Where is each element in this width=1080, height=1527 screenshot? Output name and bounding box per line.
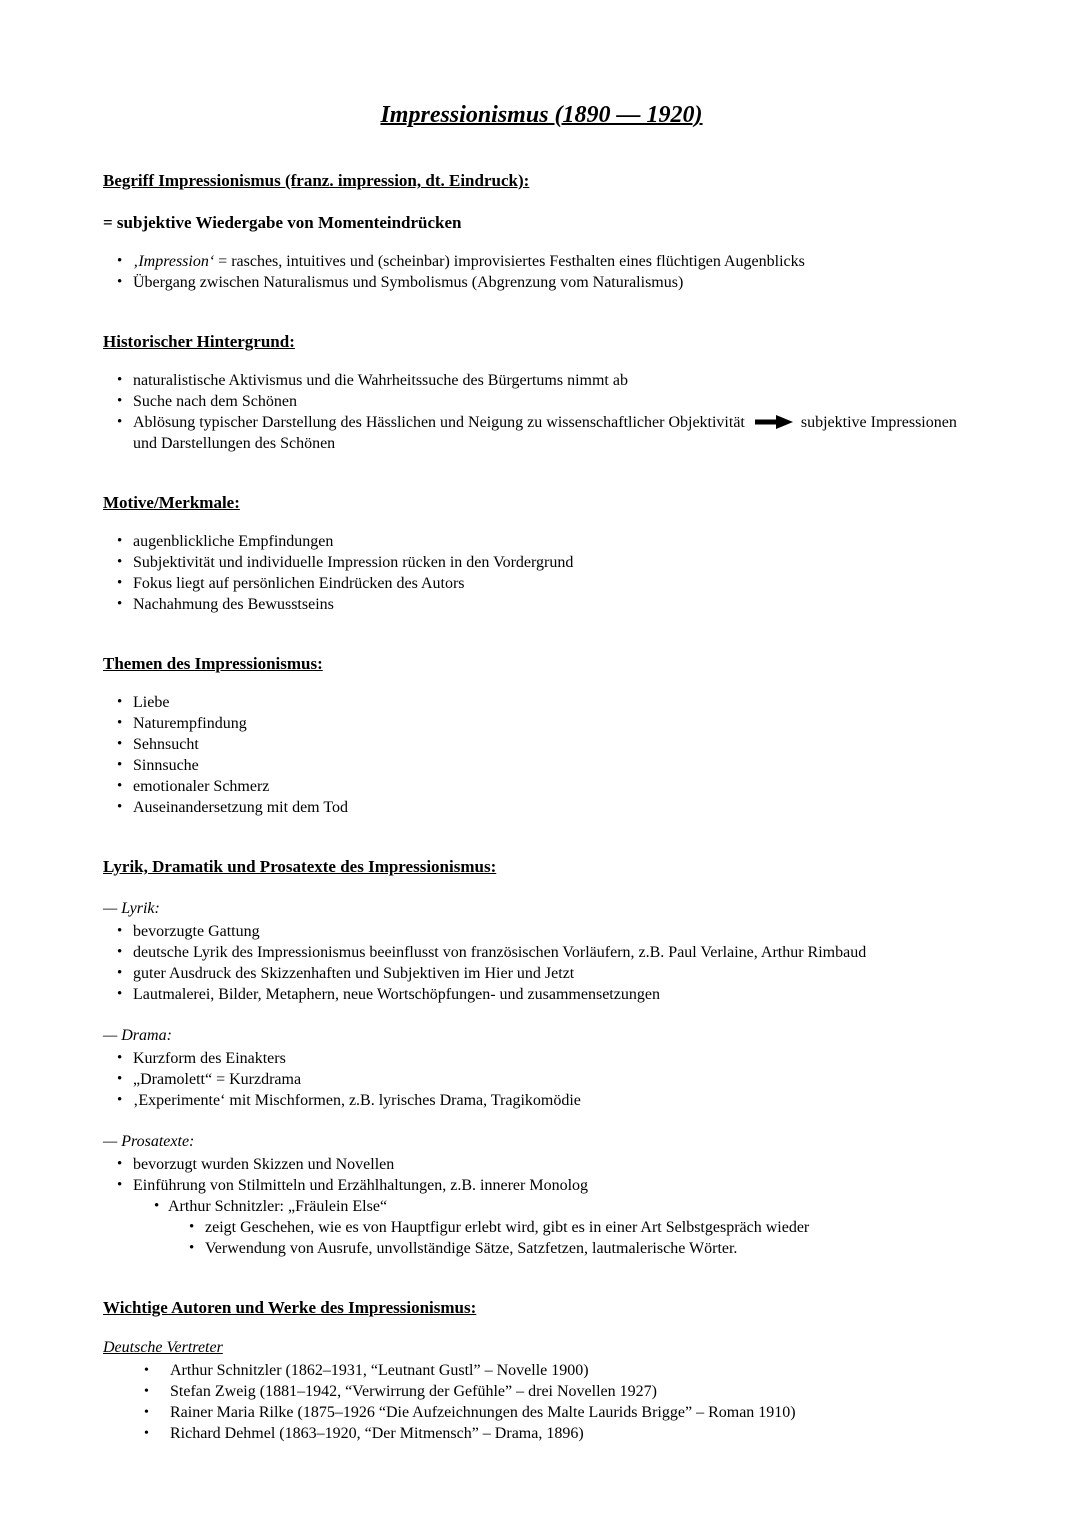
- autoren-bullet-list: [103, 1360, 980, 1444]
- begriff-heading: Begriff Impressionismus (franz. impression, dt. Eindruck):: [103, 171, 530, 190]
- section-historischer-hintergrund: [103, 331, 980, 454]
- motive-heading: Motive/Merkmale:: [103, 493, 240, 512]
- autoren-heading: Wichtige Autoren und Werke des Impressionismus:: [103, 1298, 477, 1317]
- bullet-item: • Fokus liegt auf persönlichen Eindrücken des Autors: [133, 573, 980, 594]
- bullet-item: • Nachahmung des Bewusstseins: [133, 594, 980, 615]
- prosatexte-bullet-list: [103, 1154, 980, 1259]
- lyrik-label: — Lyrik:: [103, 900, 160, 917]
- bullet-item: • augenblickliche Empfindungen: [133, 531, 980, 552]
- themen-bullet-list: [103, 692, 980, 818]
- deutsche-vertreter-subheading: Deutsche Vertreter: [103, 1339, 223, 1356]
- bullet-item: • zeigt Geschehen, wie es von Hauptfigur erlebt wird, gibt es in einer Art Selbstgespräch wieder: [205, 1217, 980, 1238]
- bullet-item: • Rainer Maria Rilke (1875–1926 “Die Aufzeichnungen des Malte Laurids Brigge” – Roman 1910): [170, 1402, 980, 1423]
- section-themen: [103, 653, 980, 818]
- bullet-item: • guter Ausdruck des Skizzenhaften und Subjektiven im Hier und Jetzt: [133, 963, 980, 984]
- right-arrow-icon: [755, 415, 793, 429]
- bullet-text: = rasches, intuitives und (scheinbar) improvisiertes Festhalten eines flüchtigen Augenblicks: [214, 253, 805, 270]
- bullet-item: • Stefan Zweig (1881–1942, “Verwirrung der Gefühle” – drei Novellen 1927): [170, 1381, 980, 1402]
- bullet-item: • naturalistische Aktivismus und die Wahrheitssuche des Bürgertums nimmt ab: [133, 370, 980, 391]
- bullet-item: • Sinnsuche: [133, 755, 980, 776]
- bullet-item: • bevorzugt wurden Skizzen und Novellen: [133, 1154, 980, 1175]
- bullet-item: [168, 1196, 980, 1259]
- bullet-text: subjektive Impressionen und Darstellungen des Schönen: [133, 414, 957, 452]
- begriff-definition: = subjektive Wiedergabe von Momenteindrücken: [103, 213, 462, 232]
- section-gattungen: [103, 856, 980, 1259]
- bullet-item: [133, 1175, 980, 1259]
- bullet-item: • Naturempfindung: [133, 713, 980, 734]
- bullet-item: • Verwendung von Ausrufe, unvollständige Sätze, Satzfetzen, lautmalerische Wörter.: [205, 1238, 980, 1259]
- begriff-bullet-list: [103, 251, 980, 293]
- bullet-text: Arthur Schnitzler: „Fräulein Else“: [168, 1198, 388, 1215]
- section-motive-merkmale: [103, 492, 980, 615]
- bullet-item: • Suche nach dem Schönen: [133, 391, 980, 412]
- bullet-item: • ‚Experimente‘ mit Mischformen, z.B. lyrisches Drama, Tragikomödie: [133, 1090, 980, 1111]
- drama-bullet-list: [103, 1048, 980, 1111]
- bullet-item: • Lautmalerei, Bilder, Metaphern, neue Wortschöpfungen- und zusammensetzungen: [133, 984, 980, 1005]
- bullet-item: • bevorzugte Gattung: [133, 921, 980, 942]
- bullet-text: Ablösung typischer Darstellung des Hässlichen und Neigung zu wissenschaftlicher Objektivität: [133, 414, 745, 431]
- prosatexte-sub-sub-list: [168, 1217, 980, 1259]
- gattungen-heading: Lyrik, Dramatik und Prosatexte des Impressionismus:: [103, 857, 497, 876]
- bullet-item: • Richard Dehmel (1863–1920, “Der Mitmensch” – Drama, 1896): [170, 1423, 980, 1444]
- motive-bullet-list: [103, 531, 980, 615]
- bullet-item: • Sehnsucht: [133, 734, 980, 755]
- bullet-item: • „Dramolett“ = Kurzdrama: [133, 1069, 980, 1090]
- themen-heading: Themen des Impressionismus:: [103, 654, 323, 673]
- bullet-text: Einführung von Stilmitteln und Erzählhaltungen, z.B. innerer Monolog: [133, 1177, 589, 1194]
- bullet-item: • Übergang zwischen Naturalismus und Symbolismus (Abgrenzung vom Naturalismus): [133, 272, 980, 293]
- bullet-item: • Liebe: [133, 692, 980, 713]
- bullet-item: [133, 251, 980, 272]
- prosatexte-sub-list: [133, 1196, 980, 1259]
- bullet-item: • deutsche Lyrik des Impressionismus beeinflusst von französischen Vorläufern, z.B. Paul Verlaine, Arthur Rimbaud: [133, 942, 980, 963]
- section-begriff: [103, 170, 980, 293]
- prosatexte-label: — Prosatexte:: [103, 1133, 195, 1150]
- bullet-item: • Kurzform des Einakters: [133, 1048, 980, 1069]
- lyrik-bullet-list: [103, 921, 980, 1005]
- impression-term: ‚Impression‘: [133, 253, 215, 270]
- bullet-item: • emotionaler Schmerz: [133, 776, 980, 797]
- bullet-item: • Arthur Schnitzler (1862–1931, “Leutnant Gustl” – Novelle 1900): [170, 1360, 980, 1381]
- historischer-heading: Historischer Hintergrund:: [103, 332, 295, 351]
- section-autoren: [103, 1297, 980, 1444]
- drama-label: — Drama:: [103, 1027, 172, 1044]
- historischer-bullet-list: [103, 370, 980, 454]
- bullet-item: • Auseinandersetzung mit dem Tod: [133, 797, 980, 818]
- bullet-item: [133, 412, 980, 454]
- document-title: Impressionismus (1890 — 1920): [380, 102, 703, 128]
- bullet-item: • Subjektivität und individuelle Impression rücken in den Vordergrund: [133, 552, 980, 573]
